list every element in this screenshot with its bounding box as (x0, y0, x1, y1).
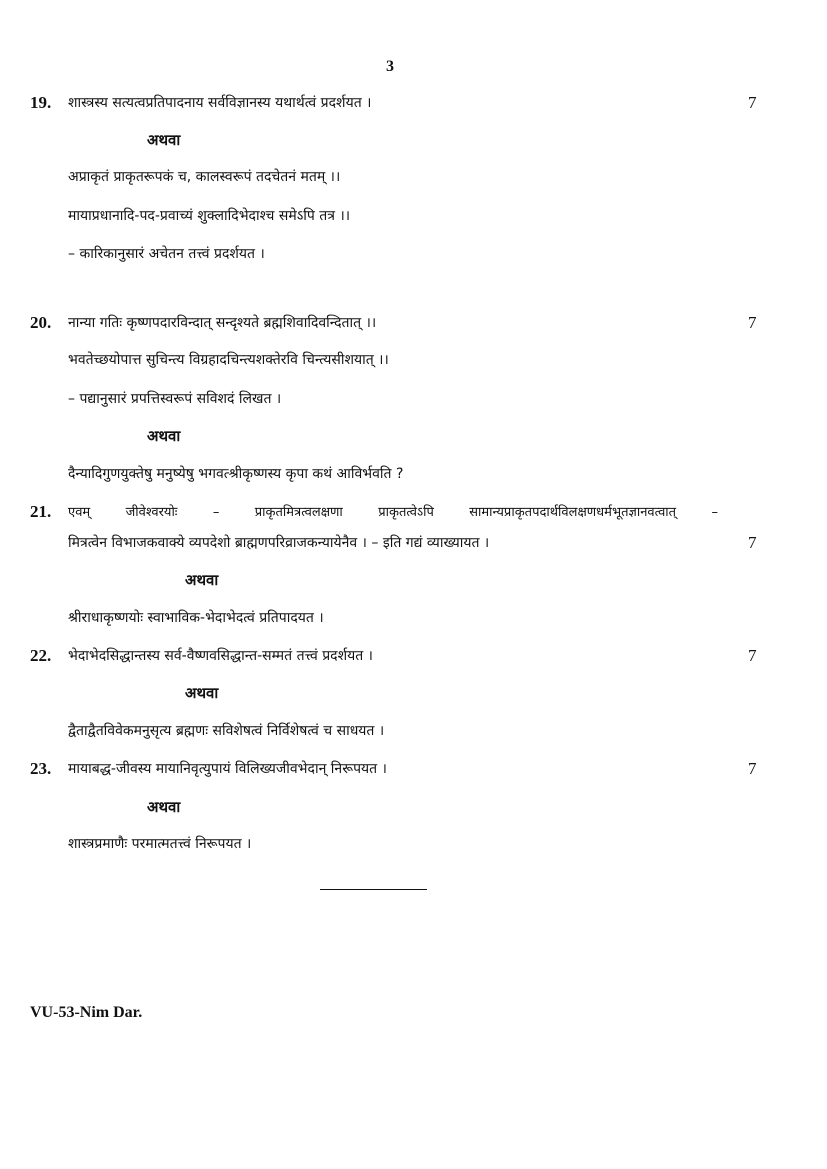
question-text: नान्या गतिः कृष्णपदारविन्दात् सन्दृश्यते ब्रह्मशिवादिवन्दितात् ।। (68, 315, 377, 331)
alternative-text: द्वैताद्वैतविवेकमनुसृत्य ब्रह्मणः सविशेषत्वं निर्विशेषत्वं च साधयत । (68, 723, 385, 739)
alternative-text: मायाप्रधानादि-पद-प्रवाच्यं शुक्लादिभेदाश्च समेऽपि तत्र ।। (68, 208, 351, 224)
page-number: 3 (386, 58, 394, 75)
question-text: – पद्यानुसारं प्रपत्तिस्वरूपं सविशदं लिखत । (68, 391, 282, 407)
question-text: भवतेच्छयोपात्त सुचिन्त्य विग्रहादचिन्त्यशक्तेरवि चिन्त्यसीशयात् ।। (68, 352, 389, 368)
alternative-text: अप्राकृतं प्राकृतरूपकं च, कालस्वरूपं तदचेतनं मतम् ।। (68, 169, 341, 185)
question-text: मित्रत्वेन विभाजकवाक्ये व्यपदेशो ब्राह्मणपरिव्राजकन्यायेनैव । – इति गद्यं व्याख्यायत । (68, 535, 490, 551)
alternative-text: शास्त्रप्रमाणैः परमात्मतत्त्वं निरूपयत । (68, 836, 252, 852)
question-number: 19. (30, 93, 52, 112)
question-number: 20. (30, 313, 52, 332)
question-number: 22. (30, 646, 52, 665)
question-text: शास्त्रस्य सत्यत्वप्रतिपादनाय सर्वविज्ञानस्य यथार्थत्वं प्रदर्शयत । (68, 95, 372, 111)
question-text: भेदाभेदसिद्धान्तस्य सर्व-वैष्णवसिद्धान्त-सम्मतं तत्त्वं प्रदर्शयत । (68, 648, 373, 664)
question-text: मायाबद्ध-जीवस्य मायानिवृत्युपायं विलिख्यजीवभेदान् निरूपयत । (68, 761, 387, 777)
question-number: 23. (30, 759, 52, 778)
or-label: अथवा (147, 131, 181, 149)
or-label: अथवा (147, 798, 181, 816)
or-label: अथवा (147, 427, 181, 445)
footer-code: VU-53-Nim Dar. (30, 1004, 143, 1021)
question-text: एवम् जीवेश्वरयोः – प्राकृतमित्रत्वलक्षणा प्राकृतत्वेऽपि सामान्यप्राकृतपदार्थविलक्षणधर्मभूतज्ञानवत्वात् – (68, 505, 718, 520)
marks: 7 (748, 93, 757, 112)
end-rule (320, 889, 427, 890)
marks: 7 (748, 533, 757, 552)
or-label: अथवा (185, 571, 219, 589)
alternative-text: श्रीराधाकृष्णयोः स्वाभाविक-भेदाभेदत्वं प्रतिपादयत । (68, 610, 324, 626)
marks: 7 (748, 313, 757, 332)
alternative-text: दैन्यादिगुणयुक्तेषु मनुष्येषु भगवत्श्रीकृष्णस्य कृपा कथं आविर्भवति ? (68, 466, 404, 482)
question-number: 21. (30, 502, 52, 521)
or-label: अथवा (185, 684, 219, 702)
alternative-text: – कारिकानुसारं अचेतन तत्त्वं प्रदर्शयत । (68, 246, 265, 262)
marks: 7 (748, 646, 757, 665)
marks: 7 (748, 759, 757, 778)
